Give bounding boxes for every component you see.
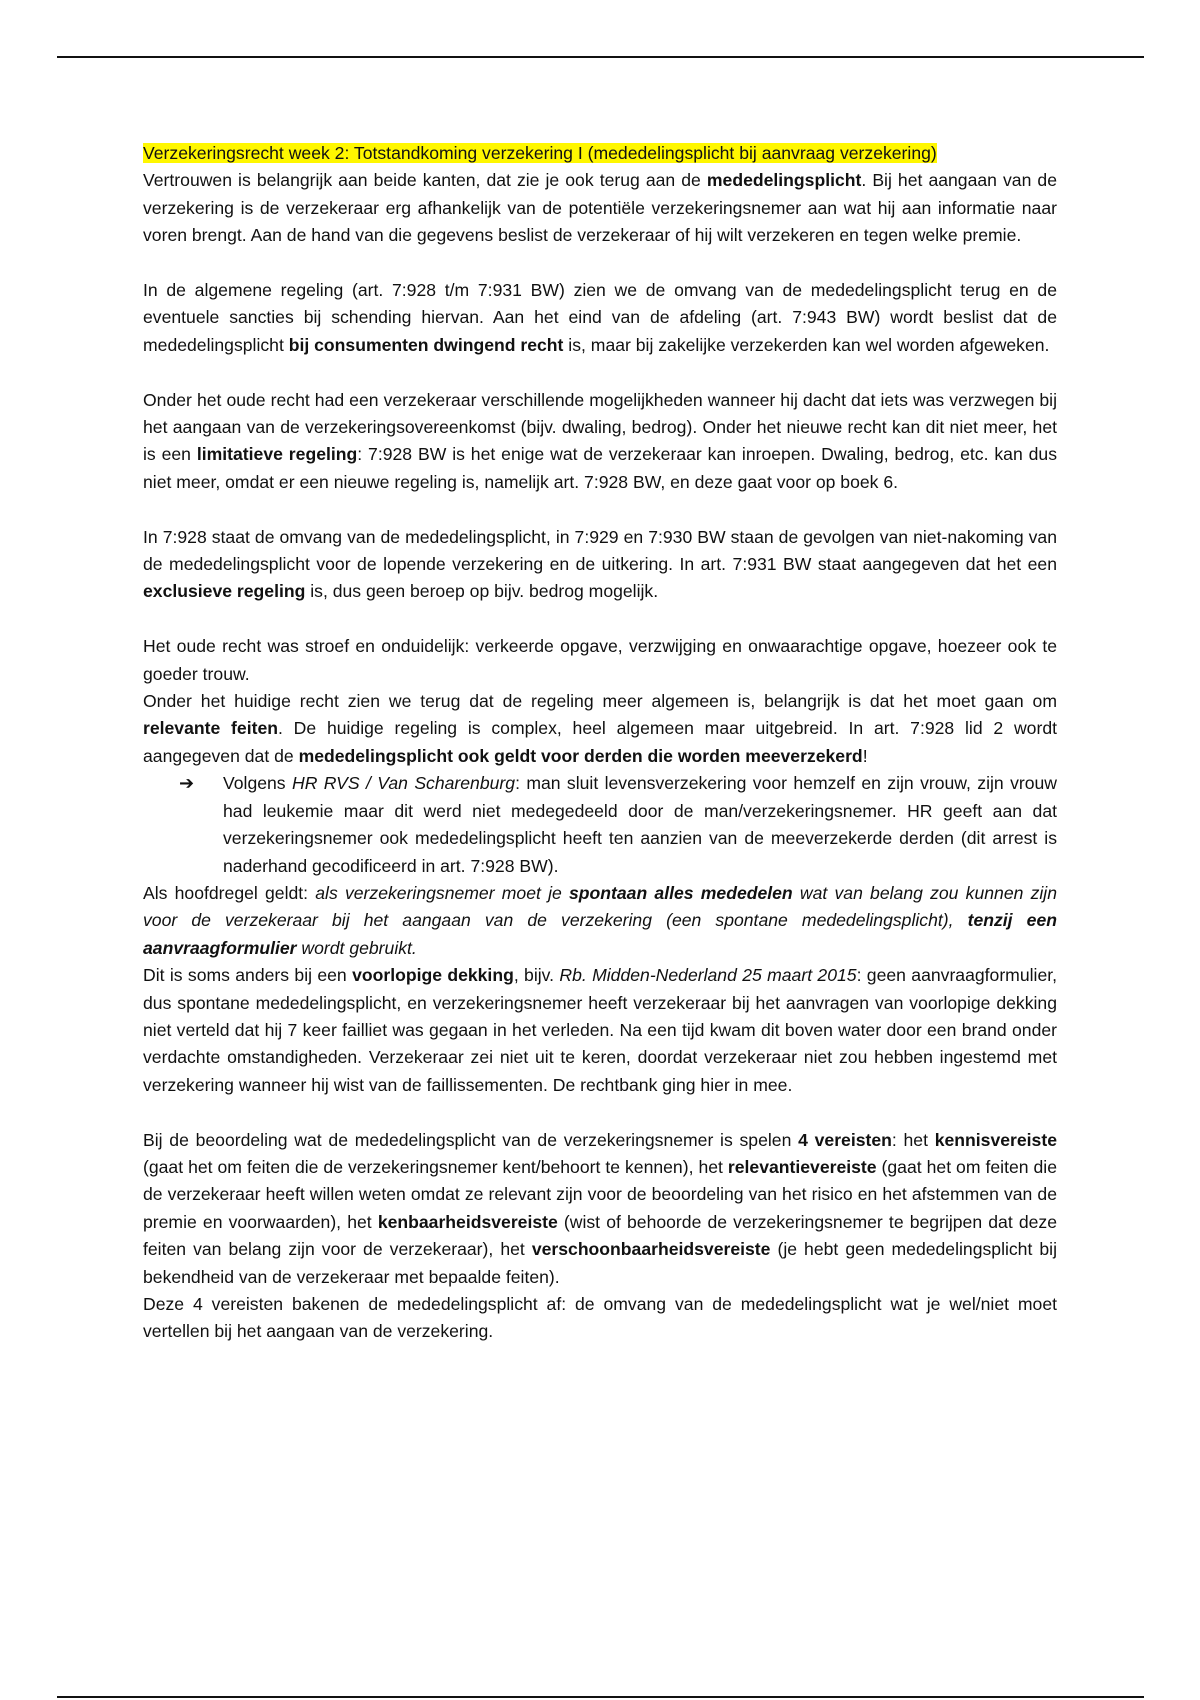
bold-term: kennisvereiste [934,1129,1057,1150]
paragraph-hoofdregel [143,880,1057,962]
text-run: (gaat het om feiten die de verzekeringsnemer kent/behoort te kennen), het [143,1156,728,1177]
text-run: : het [891,1129,935,1150]
paragraph-stroef: Het oude recht was stroef en onduidelijk: verkeerde opgave, verzwijging en onwaarachtige opgave, hoezeer ook te goeder trouw. [143,636,1057,684]
text-run: Als hoofdregel geldt: [143,882,316,903]
bold-term: mededelingsplicht ook geldt voor derden die worden meeverzekerd [298,745,863,766]
bold-term: 4 vereisten [798,1129,892,1150]
bullet-item [143,770,1057,880]
paragraph-algemene-regeling [143,277,1057,359]
case-citation: HR RVS / Van Scharenburg [292,773,516,794]
footer-rule [57,1696,1144,1698]
bold-term: mededelingsplicht [706,170,862,191]
case-citation: Rb. Midden-Nederland 25 maart 2015 [559,965,857,986]
bold-term: relevante feiten [143,718,278,739]
text-run: Dit is soms anders bij een [143,965,353,986]
text-run: (wist of behoorde de verzekeringsnemer te begrijpen dat deze feiten van belang zijn voor de verzekeraar), het [143,1211,1057,1260]
text-run: : man sluit levensverzekering voor hemzelf en zijn vrouw, zijn vrouw had leukemie maar dit werd niet medegedeeld door de man/verzekeringsnemer. HR geeft aan dat verzekeringsnemer ook mededelingsplicht heeft ten aanzien van de meeverzekerde derden (dit arrest is naderhand gecodificeerd in art. 7:928 BW). [223,773,1058,876]
text-run: Bij de beoordeling wat de mededelingsplicht van de verzekeringsnemer is spelen [143,1129,799,1150]
paragraph-voorlopige-dekking [143,962,1057,1099]
italic-run: als verzekeringsnemer moet je [315,882,570,903]
bold-term: bij consumenten dwingend recht [288,334,564,355]
paragraph-omvang [143,524,1057,606]
text-run: (je hebt geen mededelingsplicht bij bekendheid van de verzekeraar met bepaalde feiten). [143,1239,1057,1287]
document-body [143,140,1057,1346]
arrow-bullet-icon: ➔ [179,773,195,794]
bold-term: limitatieve regeling [196,444,358,465]
paragraph-vereisten [143,1127,1057,1291]
bullet-text [223,770,1057,880]
bold-italic-term: tenzij een aanvraagformulier [143,910,1057,958]
italic-run: wordt gebruikt. [296,937,417,958]
text-run: In 7:928 staat de omvang van de mededelingsplicht, in 7:929 en 7:930 BW staan de gevolgen van niet-nakoming van de mededelingsplicht voor de lopende verzekering en de uitkering. In art. 7:931 BW staat aangegeven dat het een [143,526,1057,575]
paragraph-huidige-recht [143,688,1057,770]
bold-italic-term: spontaan alles mededelen [569,882,793,903]
text-run: is, maar bij zakelijke verzekerden kan wel worden afgeweken. [563,334,1050,355]
text-run: (gaat het om feiten die de verzekeraar heeft willen weten omdat ze relevant zijn voor de beoordeling van het risico en het afstemmen van de premie en voorwaarden), het [143,1156,1057,1232]
text-run: : 7:928 BW is het enige wat de verzekeraar kan inroepen. Dwaling, bedrog, etc. kan dus niet meer, omdat er een nieuwe regeling is, namelijk art. 7:928 BW, en deze gaat voor op boek 6. [143,444,1057,492]
text-run: . Bij het aangaan van de verzekering is de verzekeraar erg afhankelijk van de potentiële verzekeringsnemer aan wat hij aan informatie naar voren brengt. Aan de hand van die gegevens beslist de verzekeraar of hij wilt verzekeren en tegen welke premie. [143,170,1057,246]
text-run: is, dus geen beroep op bijv. bedrog mogelijk. [305,581,659,602]
text-run: : geen aanvraagformulier, dus spontane mededelingsplicht, en verzekeringsnemer heeft verzekeraar bij het aanvragen van voorlopige dekking niet verteld dat hij 7 keer failliet was gegaan in het verleden. Na een tijd kwam dit boven water door een brand onder verdachte omstandigheden. Verzekeraar zei niet uit te keren, doordat verzekeraar niet zou hebben ingestemd met verzekering wanneer hij wist van de faillissementen. De rechtbank ging hier in mee. [143,965,1058,1095]
bold-term: verschoonbaarheidsvereiste [531,1239,771,1260]
bold-term: voorlopige dekking [352,965,514,986]
title-highlight: Verzekeringsrecht week 2: Totstandkoming verzekering I (mededelingsplicht bij aanvraag verzekering) [143,143,937,163]
bold-term: exclusieve regeling [143,581,306,602]
text-run: . De huidige regeling is complex, heel algemeen maar uitgebreid. In art. 7:928 lid 2 wordt aangegeven dat de [143,718,1057,766]
header-rule [57,56,1144,58]
text-run: ! [862,745,868,766]
bold-term: kenbaarheidsvereiste [377,1211,558,1232]
paragraph-oude-recht [143,387,1057,497]
paragraph-vertrouwen [143,167,1057,249]
text-run: Volgens [223,773,292,794]
text-run: In de algemene regeling (art. 7:928 t/m 7:931 BW) zien we de omvang van de mededelingsplicht terug en de eventuele sancties bij schending hiervan. Aan het eind van de afdeling (art. 7:943 BW) wordt beslist dat de mededelingsplicht [143,280,1057,355]
italic-run: wat van belang zou kunnen zijn voor de verzekeraar bij het aangaan van de verzekering (een spontane mededelingsplicht), [143,882,1057,931]
paragraph-afbakening: Deze 4 vereisten bakenen de mededelingsplicht af: de omvang van de mededelingsplicht wat je wel/niet moet vertellen bij het aangaan van de verzekering. [143,1293,1057,1342]
text-run: Vertrouwen is belangrijk aan beide kanten, dat zie je ook terug aan de [143,170,707,191]
text-run: Onder het huidige recht zien we terug dat de regeling meer algemeen is, belangrijk is dat het moet gaan om [143,691,1057,712]
text-run: , bijv. [513,965,560,986]
bold-term: relevantievereiste [727,1156,877,1177]
text-run: Onder het oude recht had een verzekeraar verschillende mogelijkheden wanneer hij dacht dat iets was verzwegen bij het aangaan van de verzekeringsovereenkomst (bijv. dwaling, bedrog). Onder het nieuwe recht kan dit niet meer, het is een [143,389,1057,465]
document-title [143,140,1057,167]
